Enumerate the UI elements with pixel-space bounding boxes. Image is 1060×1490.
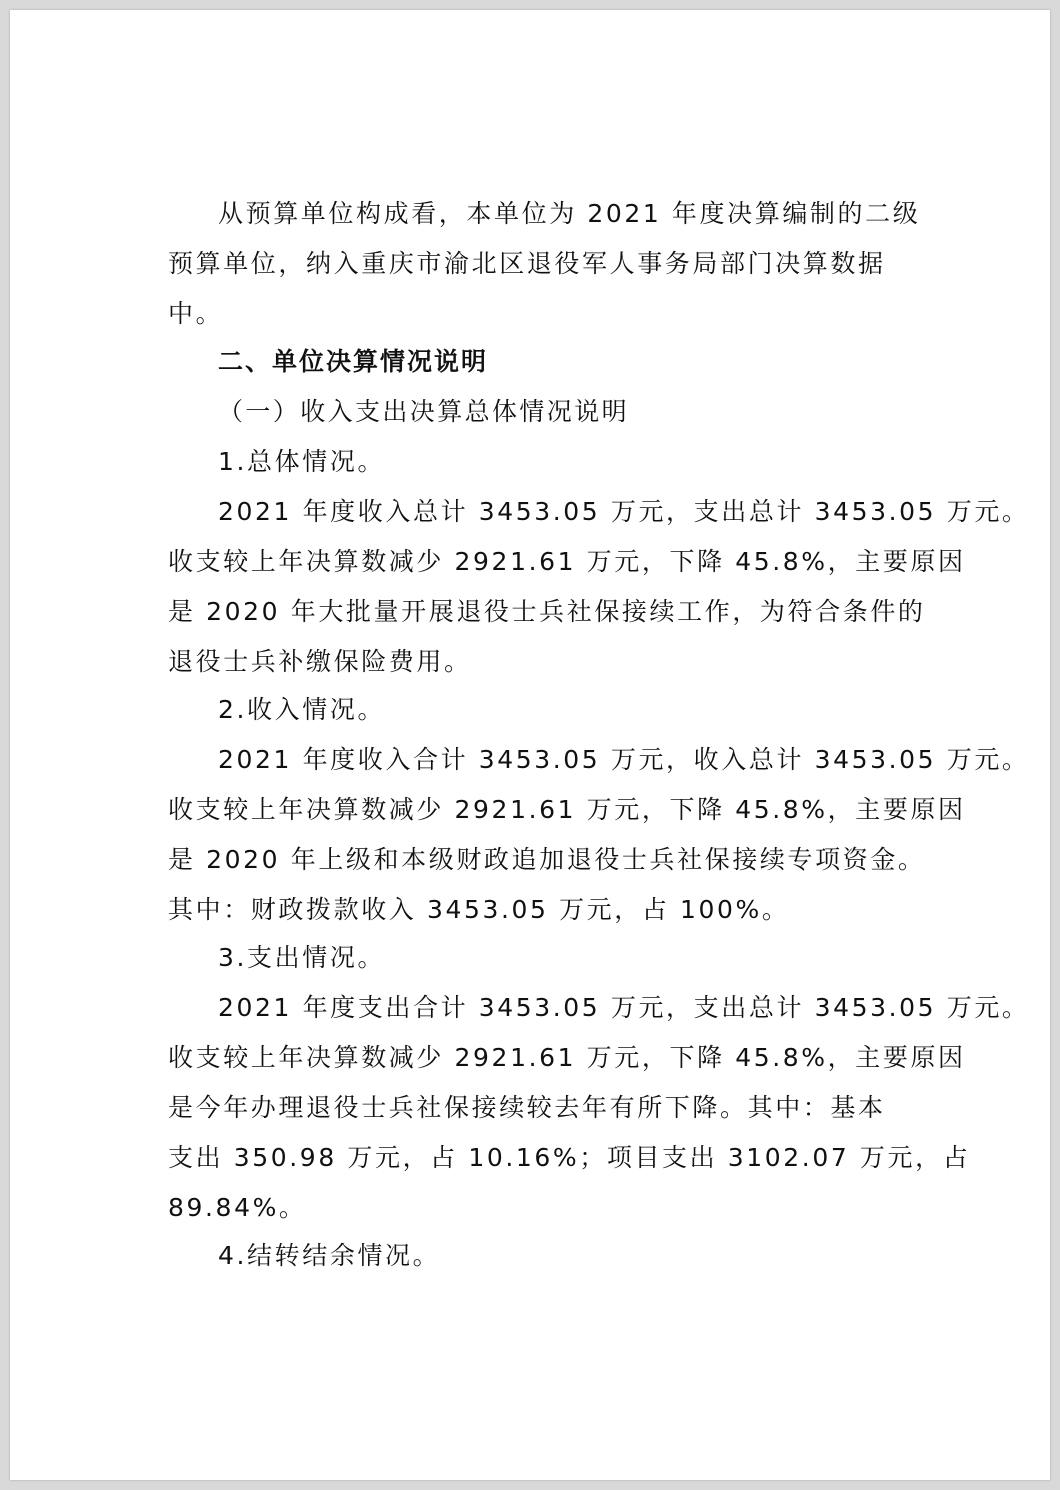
paragraph-line: 其中：财政拨款收入 3453.05 万元，占 100%。 [168, 895, 790, 924]
item-heading: 4.结转结余情况。 [218, 1241, 441, 1270]
paragraph-line: 2021 年度支出合计 3453.05 万元，支出总计 3453.05 万元。 [218, 993, 1030, 1022]
paragraph-line: 收支较上年决算数减少 2921.61 万元，下降 45.8%，主要原因 [168, 1043, 966, 1072]
paragraph-line: 收支较上年决算数减少 2921.61 万元，下降 45.8%，主要原因 [168, 547, 966, 576]
paragraph-line: 是 2020 年上级和本级财政追加退役士兵社保接续专项资金。 [168, 845, 926, 874]
item-heading: 2.收入情况。 [218, 695, 386, 724]
paragraph-line: 收支较上年决算数减少 2921.61 万元，下降 45.8%，主要原因 [168, 795, 966, 824]
paragraph-line: 中。 [168, 299, 224, 328]
paragraph-line: 2021 年度收入合计 3453.05 万元，收入总计 3453.05 万元。 [218, 745, 1030, 774]
item-heading: 3.支出情况。 [218, 943, 386, 972]
subsection-heading: （一）收入支出决算总体情况说明 [218, 397, 630, 426]
paragraph-line: 支出 350.98 万元，占 10.16%；项目支出 3102.07 万元，占 [168, 1143, 971, 1172]
paragraph-line: 是今年办理退役士兵社保接续较去年有所下降。其中：基本 [168, 1093, 886, 1122]
paragraph-line: 89.84%。 [168, 1193, 307, 1222]
paragraph-line: 预算单位，纳入重庆市渝北区退役军人事务局部门决算数据 [168, 249, 886, 278]
paragraph-line: 是 2020 年大批量开展退役士兵社保接续工作，为符合条件的 [168, 597, 926, 626]
paragraph-line: 退役士兵补缴保险费用。 [168, 647, 472, 676]
item-heading: 1.总体情况。 [218, 447, 386, 476]
paragraph-line: 从预算单位构成看，本单位为 2021 年度决算编制的二级 [218, 199, 921, 228]
section-heading: 二、单位决算情况说明 [218, 347, 489, 376]
paragraph-line: 2021 年度收入总计 3453.05 万元，支出总计 3453.05 万元。 [218, 497, 1030, 526]
